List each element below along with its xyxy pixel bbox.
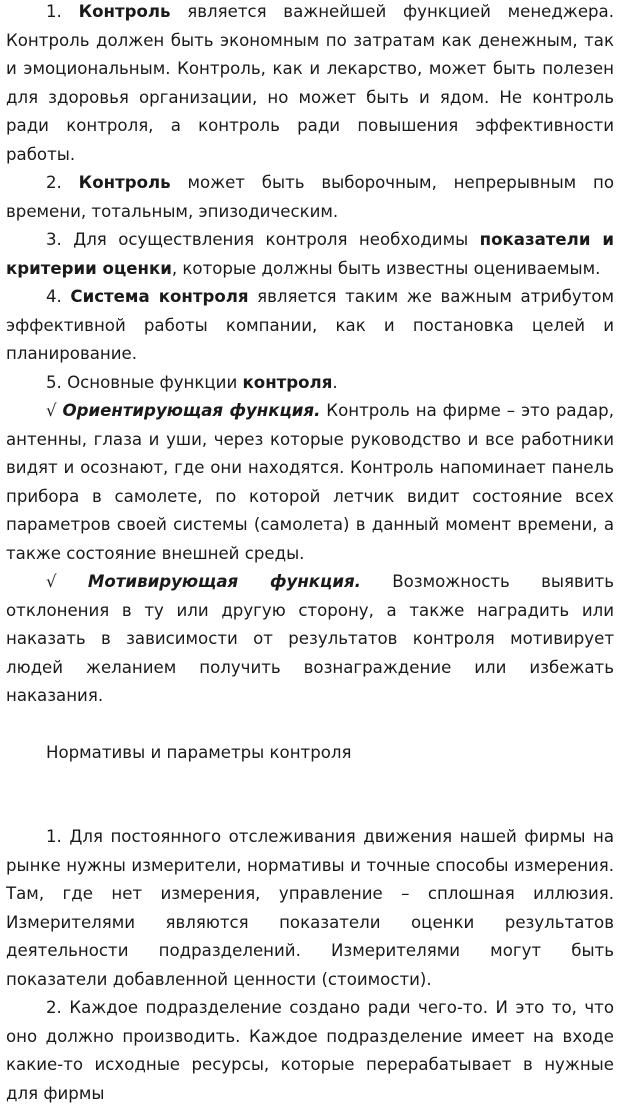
text-run: 2. Каждое подразделение создано ради чего-то. И это то, что оно должно производить. Каждое подразделение имеет на входе какие-то исходные ресурсы, которые перерабатывает в нужные для фирмы [6, 998, 614, 1103]
paragraph-3 [6, 226, 614, 283]
text-run: 1. Для постоянного отслеживания движения нашей фирмы на рынке нужны измерители, нормативы и точные способы измерения. Там, где нет измерения, управление – сплошная иллюзия. Измерителями являются показатели оценки результатов деятельности подразделений. Измерителями могут быть показатели добавленной ценности (стоимости). [6, 827, 614, 989]
paragraph-4 [6, 283, 614, 369]
text-run: 3. Для осуществления контроля необходимы [46, 230, 480, 249]
text-run: Контроль на фирме – это радар, антенны, глаза и уши, через которые руководство и все работники видят и осознают, где они находятся. Контроль напоминает панель прибора в самолете, по которой летчик видит состояние всех параметров своей системы (самолета) в данный момент времени, а также состояние внешней среды. [6, 401, 614, 563]
section-heading: Нормативы и параметры контроля [46, 742, 352, 762]
bold-italic-term: Мотивирующая функция. [87, 572, 361, 591]
text-run: 1. [46, 2, 79, 21]
checkmark-glyph: √ [46, 572, 88, 591]
paragraph-7 [6, 568, 614, 711]
spacer [6, 767, 614, 823]
text-run: 4. [46, 287, 71, 306]
text-run: Возможность выявить отклонения в ту или другую сторону, а также наградить или наказать в зависимости от результатов контроля мотивирует людей желанием получить вознаграждение или избежать наказания. [6, 572, 614, 705]
bold-term: Система контроля [70, 287, 249, 306]
text-run: 5. Основные функции [46, 372, 243, 392]
text-run: 2. [46, 173, 79, 192]
paragraph-9 [6, 994, 614, 1108]
bold-term: Контроль [78, 2, 171, 21]
bold-term: контроля [242, 372, 333, 392]
bold-italic-term: Ориентирующая функция. [62, 401, 321, 420]
text-run: является важнейшей функцией менеджера. Контроль должен быть экономным по затратам как денежным, так и эмоциональным. Контроль, как и лекарство, может быть полезен для здоровья организации, но может быть и ядом. Не контроль ради контроля, а контроль ради повышения эффективности работы. [6, 2, 615, 164]
paragraph-1 [6, 0, 614, 169]
text-run: , которые должны быть известны оцениваемым. [171, 258, 601, 278]
bold-term: показатели и критерии оценки [6, 230, 614, 278]
bold-term: Контроль [78, 173, 171, 192]
checkmark-glyph: √ [46, 401, 63, 420]
text-run: . [332, 372, 338, 392]
paragraph-6 [6, 397, 614, 568]
text-run: является таким же важным атрибутом эффективной работы компании, как и постановка целей и планирование. [6, 287, 614, 363]
text-run: может быть выборочным, непрерывным по времени, тотальным, эпизодическим. [6, 173, 615, 221]
paragraph-5 [6, 369, 614, 398]
spacer [6, 711, 614, 739]
paragraph-8 [6, 823, 614, 994]
paragraph-2 [6, 169, 614, 226]
